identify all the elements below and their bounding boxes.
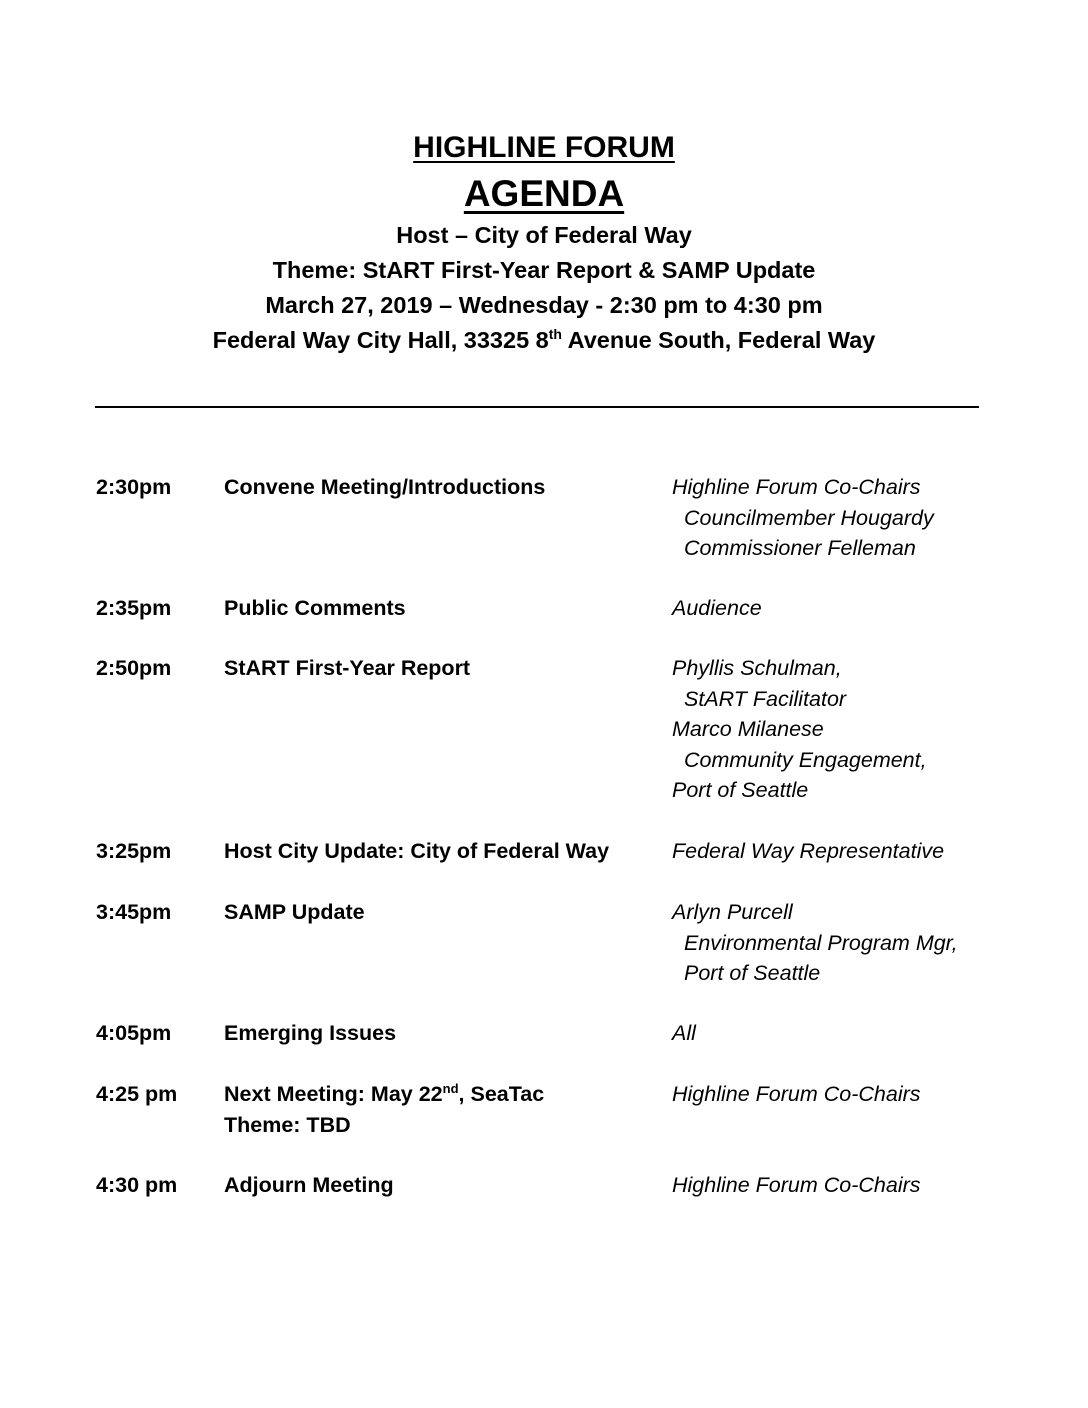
agenda-time: 3:25pm [96, 839, 172, 863]
agenda-item: Emerging Issues [224, 1021, 397, 1045]
presenter-line: Environmental Program Mgr, [684, 930, 958, 955]
agenda-list [0, 472, 1088, 1210]
agenda-item: Adjourn Meeting [224, 1173, 394, 1197]
presenter-line: All [672, 1021, 696, 1045]
presenter-line: Audience [672, 596, 762, 620]
item-theme-line: Theme: TBD [224, 1112, 351, 1137]
location-superscript: th [548, 326, 562, 343]
presenter-line: Highline Forum Co-Chairs [672, 1082, 921, 1106]
presenter-line: Community Engagement, [684, 747, 927, 772]
host-line: Host – City of Federal Way [396, 222, 692, 248]
agenda-item: Host City Update: City of Federal Way [224, 839, 610, 863]
agenda-row [0, 593, 1088, 653]
agenda-presenter [672, 836, 1072, 867]
presenter-line: Highline Forum Co-Chairs [672, 1173, 921, 1197]
agenda-presenter [672, 653, 1072, 806]
agenda-presenter [672, 897, 1072, 989]
agenda-item: SAMP Update [224, 900, 365, 924]
presenter-line: Councilmember Hougardy [684, 505, 934, 530]
agenda-time: 3:45pm [96, 900, 172, 924]
agenda-time: 4:25 pm [96, 1082, 178, 1106]
location-text-pre: Federal Way City Hall, 33325 8 [212, 327, 549, 353]
agenda-row [0, 472, 1088, 593]
agenda-presenter [672, 593, 1072, 624]
location-text-post: Avenue South, Federal Way [561, 327, 876, 353]
agenda-time: 4:30 pm [96, 1173, 178, 1197]
agenda-presenter [672, 1079, 1072, 1110]
item-superscript: nd [442, 1080, 459, 1096]
presenter-line: Marco Milanese [672, 717, 824, 741]
presenter-line: Commissioner Felleman [684, 536, 916, 560]
presenter-line: Port of Seattle [672, 778, 809, 802]
agenda-row [0, 836, 1088, 897]
agenda-item: Public Comments [224, 596, 406, 620]
agenda-item [224, 1079, 654, 1140]
org-title: HIGHLINE FORUM [413, 131, 675, 164]
presenter-line: StART Facilitator [684, 686, 847, 711]
agenda-time: 2:50pm [96, 656, 172, 680]
agenda-header [0, 128, 1088, 358]
agenda-presenter [672, 1170, 1072, 1201]
agenda-item: Convene Meeting/Introductions [224, 475, 546, 499]
agenda-row [0, 1079, 1088, 1170]
presenter-line: Highline Forum Co-Chairs [672, 475, 921, 499]
presenter-line: Port of Seattle [684, 961, 821, 985]
agenda-row [0, 1170, 1088, 1210]
theme-line: Theme: StART First-Year Report & SAMP Update [272, 257, 816, 283]
item-text-pre: Next Meeting: May 22 [224, 1082, 443, 1106]
agenda-time: 2:30pm [96, 475, 172, 499]
agenda-row [0, 897, 1088, 1018]
item-text-post: , SeaTac [458, 1082, 545, 1106]
location-line [0, 323, 1088, 358]
agenda-row [0, 653, 1088, 836]
page-title: AGENDA [463, 173, 625, 214]
agenda-presenter [672, 1018, 1072, 1049]
agenda-presenter [672, 472, 1072, 564]
presenter-line: Phyllis Schulman, [672, 656, 842, 680]
agenda-time: 4:05pm [96, 1021, 172, 1045]
presenter-line: Arlyn Purcell [672, 900, 793, 924]
date-line: March 27, 2019 – Wednesday - 2:30 pm to 4:30 pm [265, 292, 823, 318]
header-divider [95, 406, 979, 408]
agenda-item: StART First-Year Report [224, 656, 471, 680]
agenda-row [0, 1018, 1088, 1079]
agenda-time: 2:35pm [96, 596, 172, 620]
presenter-line: Federal Way Representative [672, 839, 945, 863]
